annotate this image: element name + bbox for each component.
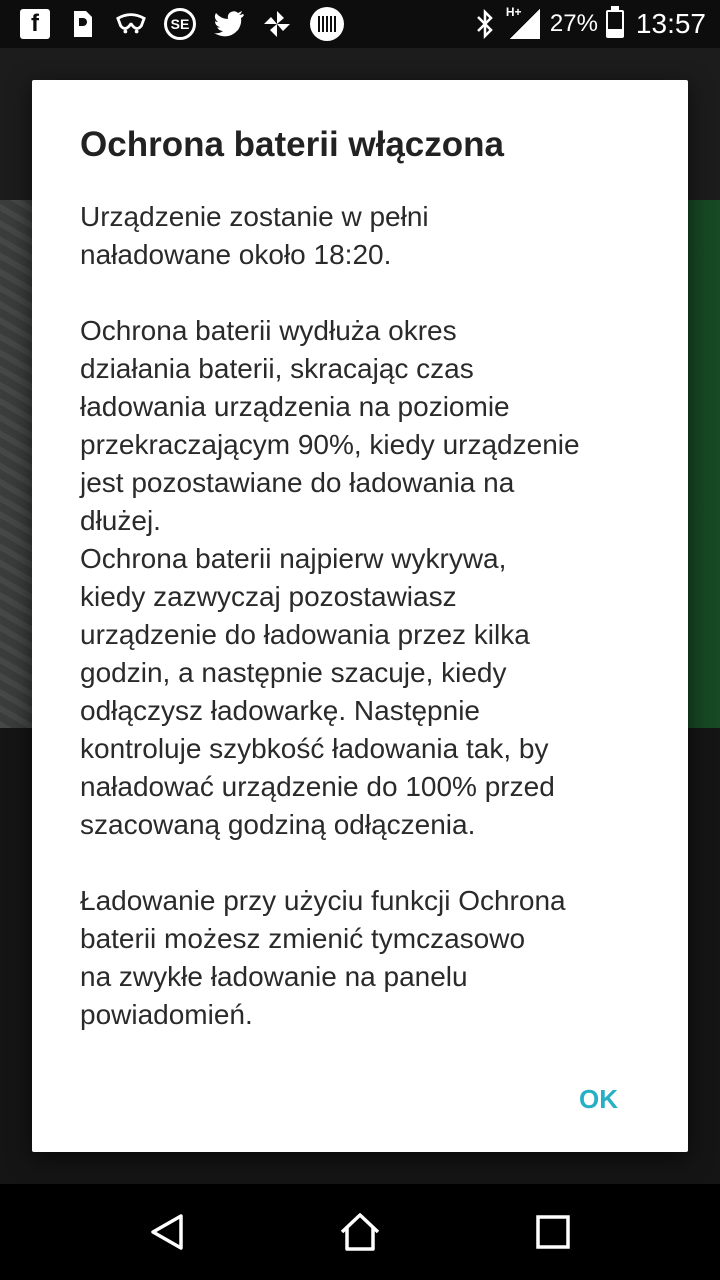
ok-button[interactable]: OK: [577, 1080, 620, 1119]
facebook-icon: f: [20, 9, 50, 39]
recents-icon: [535, 1214, 571, 1250]
bluetooth-icon: [470, 9, 500, 39]
dialog-paragraph-detection: Ochrona baterii najpierw wykrywa, kiedy zazwyczaj pozostawiasz urządzenie do ładowania przez kilka godzin, a następnie szacuje, kiedy odłączysz ładowarkę. Następnie kontroluje szybkość ładowania tak, by naładować urządzenie do 100% przed szacowaną godziną odłączenia.: [80, 543, 555, 840]
pinwheel-icon: [262, 9, 292, 39]
dialog-paragraph-charge-time: Urządzenie zostanie w pełni naładowane około 18:20.: [80, 201, 429, 270]
dialog-message: [80, 198, 660, 1034]
navigation-bar: [0, 1184, 720, 1280]
home-button[interactable]: [330, 1202, 390, 1262]
notification-icons: [20, 7, 362, 41]
se-icon: SE: [164, 8, 196, 40]
dialog-title: Ochrona baterii włączona: [80, 125, 504, 164]
dialog-paragraph-description: Ochrona baterii wydłuża okres działania baterii, skracając czas ładowania urządzenia na poziomie przekraczającym 90%, kiedy urządzenie jest pozostawiane do ładowania na dłużej.: [80, 315, 580, 536]
clock: 13:57: [635, 8, 706, 39]
battery-percent: 27%: [549, 10, 598, 37]
battery-charging-icon: [606, 10, 624, 38]
battery-protection-dialog: [32, 80, 688, 1152]
status-bar: [0, 0, 720, 48]
system-status-icons: [470, 5, 706, 40]
back-icon: [147, 1212, 187, 1252]
back-button[interactable]: [137, 1202, 197, 1262]
twitter-icon: [214, 9, 244, 39]
barcode-icon: [310, 7, 344, 41]
home-icon: [338, 1212, 382, 1252]
document-icon: [68, 9, 98, 39]
glasses-icon: [116, 9, 146, 39]
signal-strength-icon: [505, 5, 540, 39]
dialog-paragraph-notification: Ładowanie przy użyciu funkcji Ochrona baterii możesz zmienić tymczasowo na zwykłe ładowanie na panelu powiadomień.: [80, 885, 566, 1030]
recents-button[interactable]: [523, 1202, 583, 1262]
network-type: H+: [505, 5, 522, 19]
